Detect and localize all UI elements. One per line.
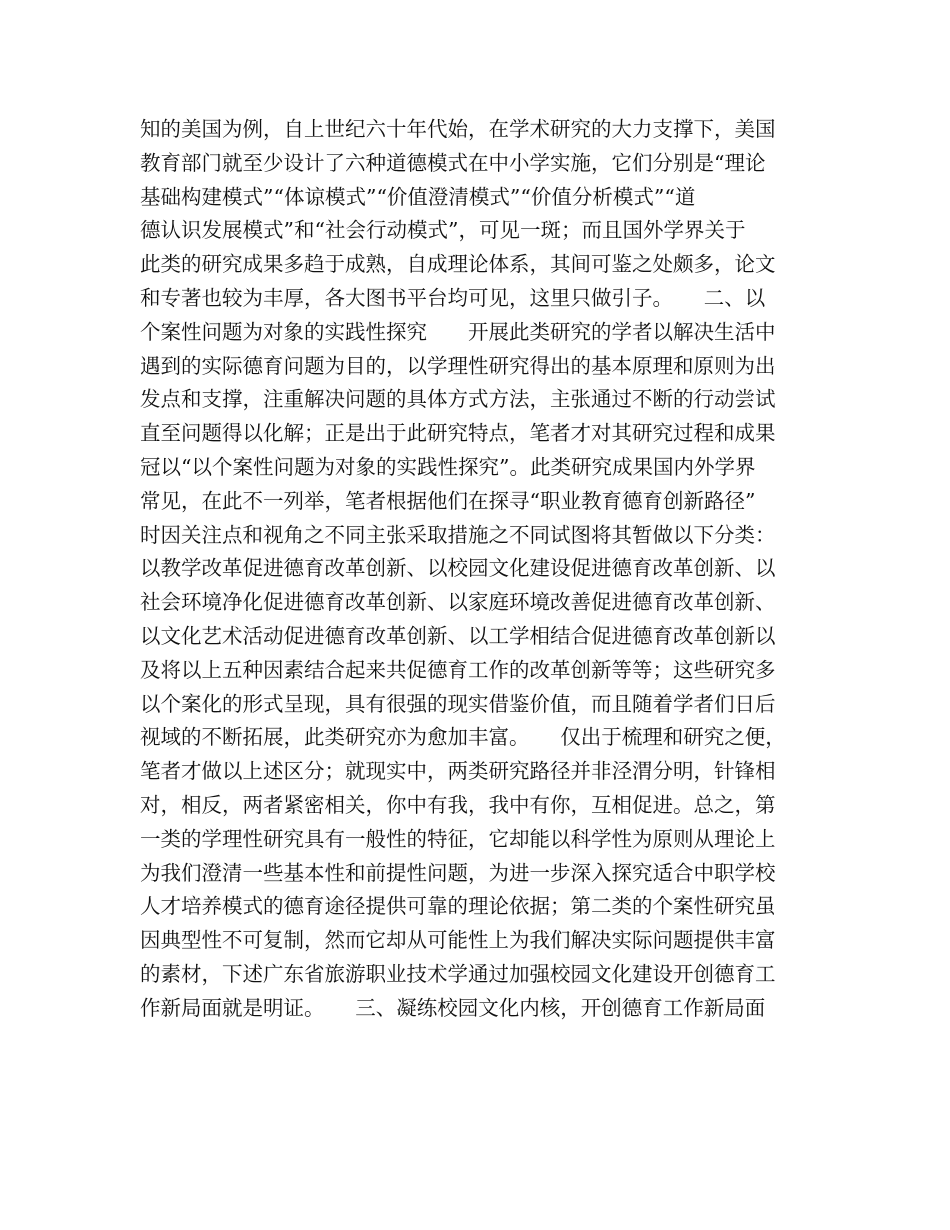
text-line: 笔者才做以上述区分；就现实中，两类研究路径并非泾渭分明，针锋相 <box>140 759 776 784</box>
text-line: 个案性问题为对象的实践性探究 开展此类研究的学者以解决生活中 <box>140 319 776 344</box>
text-line: 对，相反，两者紧密相关，你中有我，我中有你，互相促进。总之，第 <box>140 792 776 817</box>
text-line: 遇到的实际德育问题为目的，以学理性研究得出的基本原理和原则为出 <box>140 353 776 378</box>
text-line: 此类的研究成果多趋于成熟，自成理论体系，其间可鉴之处颇多，论文 <box>140 252 776 277</box>
text-line: 知的美国为例，自上世纪六十年代始，在学术研究的大力支撑下，美国 <box>140 117 776 141</box>
text-line: 直至问题得以化解；正是出于此研究特点，笔者才对其研究过程和成果 <box>140 421 776 446</box>
text-line: 以教学改革促进德育改革创新、以校园文化建设促进德育改革创新、以 <box>140 556 776 581</box>
text-line: 人才培养模式的德育途径提供可靠的理论依据；第二类的个案性研究虽 <box>140 894 776 919</box>
text-line: 冠以“以个案性问题为对象的实践性探究”。此类研究成果国内外学界 <box>140 454 756 479</box>
text-line: 因典型性不可复制，然而它却从可能性上为我们解决实际问题提供丰富 <box>140 928 776 953</box>
text-line: 作新局面就是明证。 三、凝练校园文化内核，开创德育工作新局面 <box>140 995 766 1020</box>
text-line: 视域的不断拓展，此类研究亦为愈加丰富。 仅出于梳理和研究之便， <box>140 725 786 750</box>
text-line: 教育部门就至少设计了六种道德模式在中小学实施，它们分别是“理论 <box>140 150 766 175</box>
text-line: 社会环境净化促进德育改革创新、以家庭环境改善促进德育改革创新、 <box>140 590 776 615</box>
text-line: 及将以上五种因素结合起来共促德育工作的改革创新等等；这些研究多 <box>140 657 776 682</box>
text-line: 的素材，下述广东省旅游职业技术学通过加强校园文化建设开创德育工 <box>140 961 776 986</box>
text-line: 德认识发展模式”和“社会行动模式”，可见一斑；而且国外学界关于 <box>140 218 746 243</box>
text-line: 和专著也较为丰厚，各大图书平台均可见，这里只做引子。 二、以 <box>140 285 766 310</box>
text-line: 一类的学理性研究具有一般性的特征，它却能以科学性为原则从理论上 <box>140 826 776 851</box>
body-text <box>140 113 840 1026</box>
text-line: 基础构建模式”“体谅模式”“价值澄清模式”“价值分析模式”“道 <box>140 184 696 209</box>
text-line: 时因关注点和视角之不同主张采取措施之不同试图将其暂做以下分类： <box>140 522 776 547</box>
text-line: 常见，在此不一列举，笔者根据他们在探寻“职业教育德育创新路径” <box>140 488 756 513</box>
text-line: 以个案化的形式呈现，具有很强的现实借鉴价值，而且随着学者们日后 <box>140 691 776 716</box>
text-line: 以文化艺术活动促进德育改革创新、以工学相结合促进德育改革创新以 <box>140 623 776 648</box>
text-line: 为我们澄清一些基本性和前提性问题，为进一步深入探究适合中职学校 <box>140 860 776 885</box>
text-line: 发点和支撑，注重解决问题的具体方式方法，主张通过不断的行动尝试 <box>140 387 776 412</box>
